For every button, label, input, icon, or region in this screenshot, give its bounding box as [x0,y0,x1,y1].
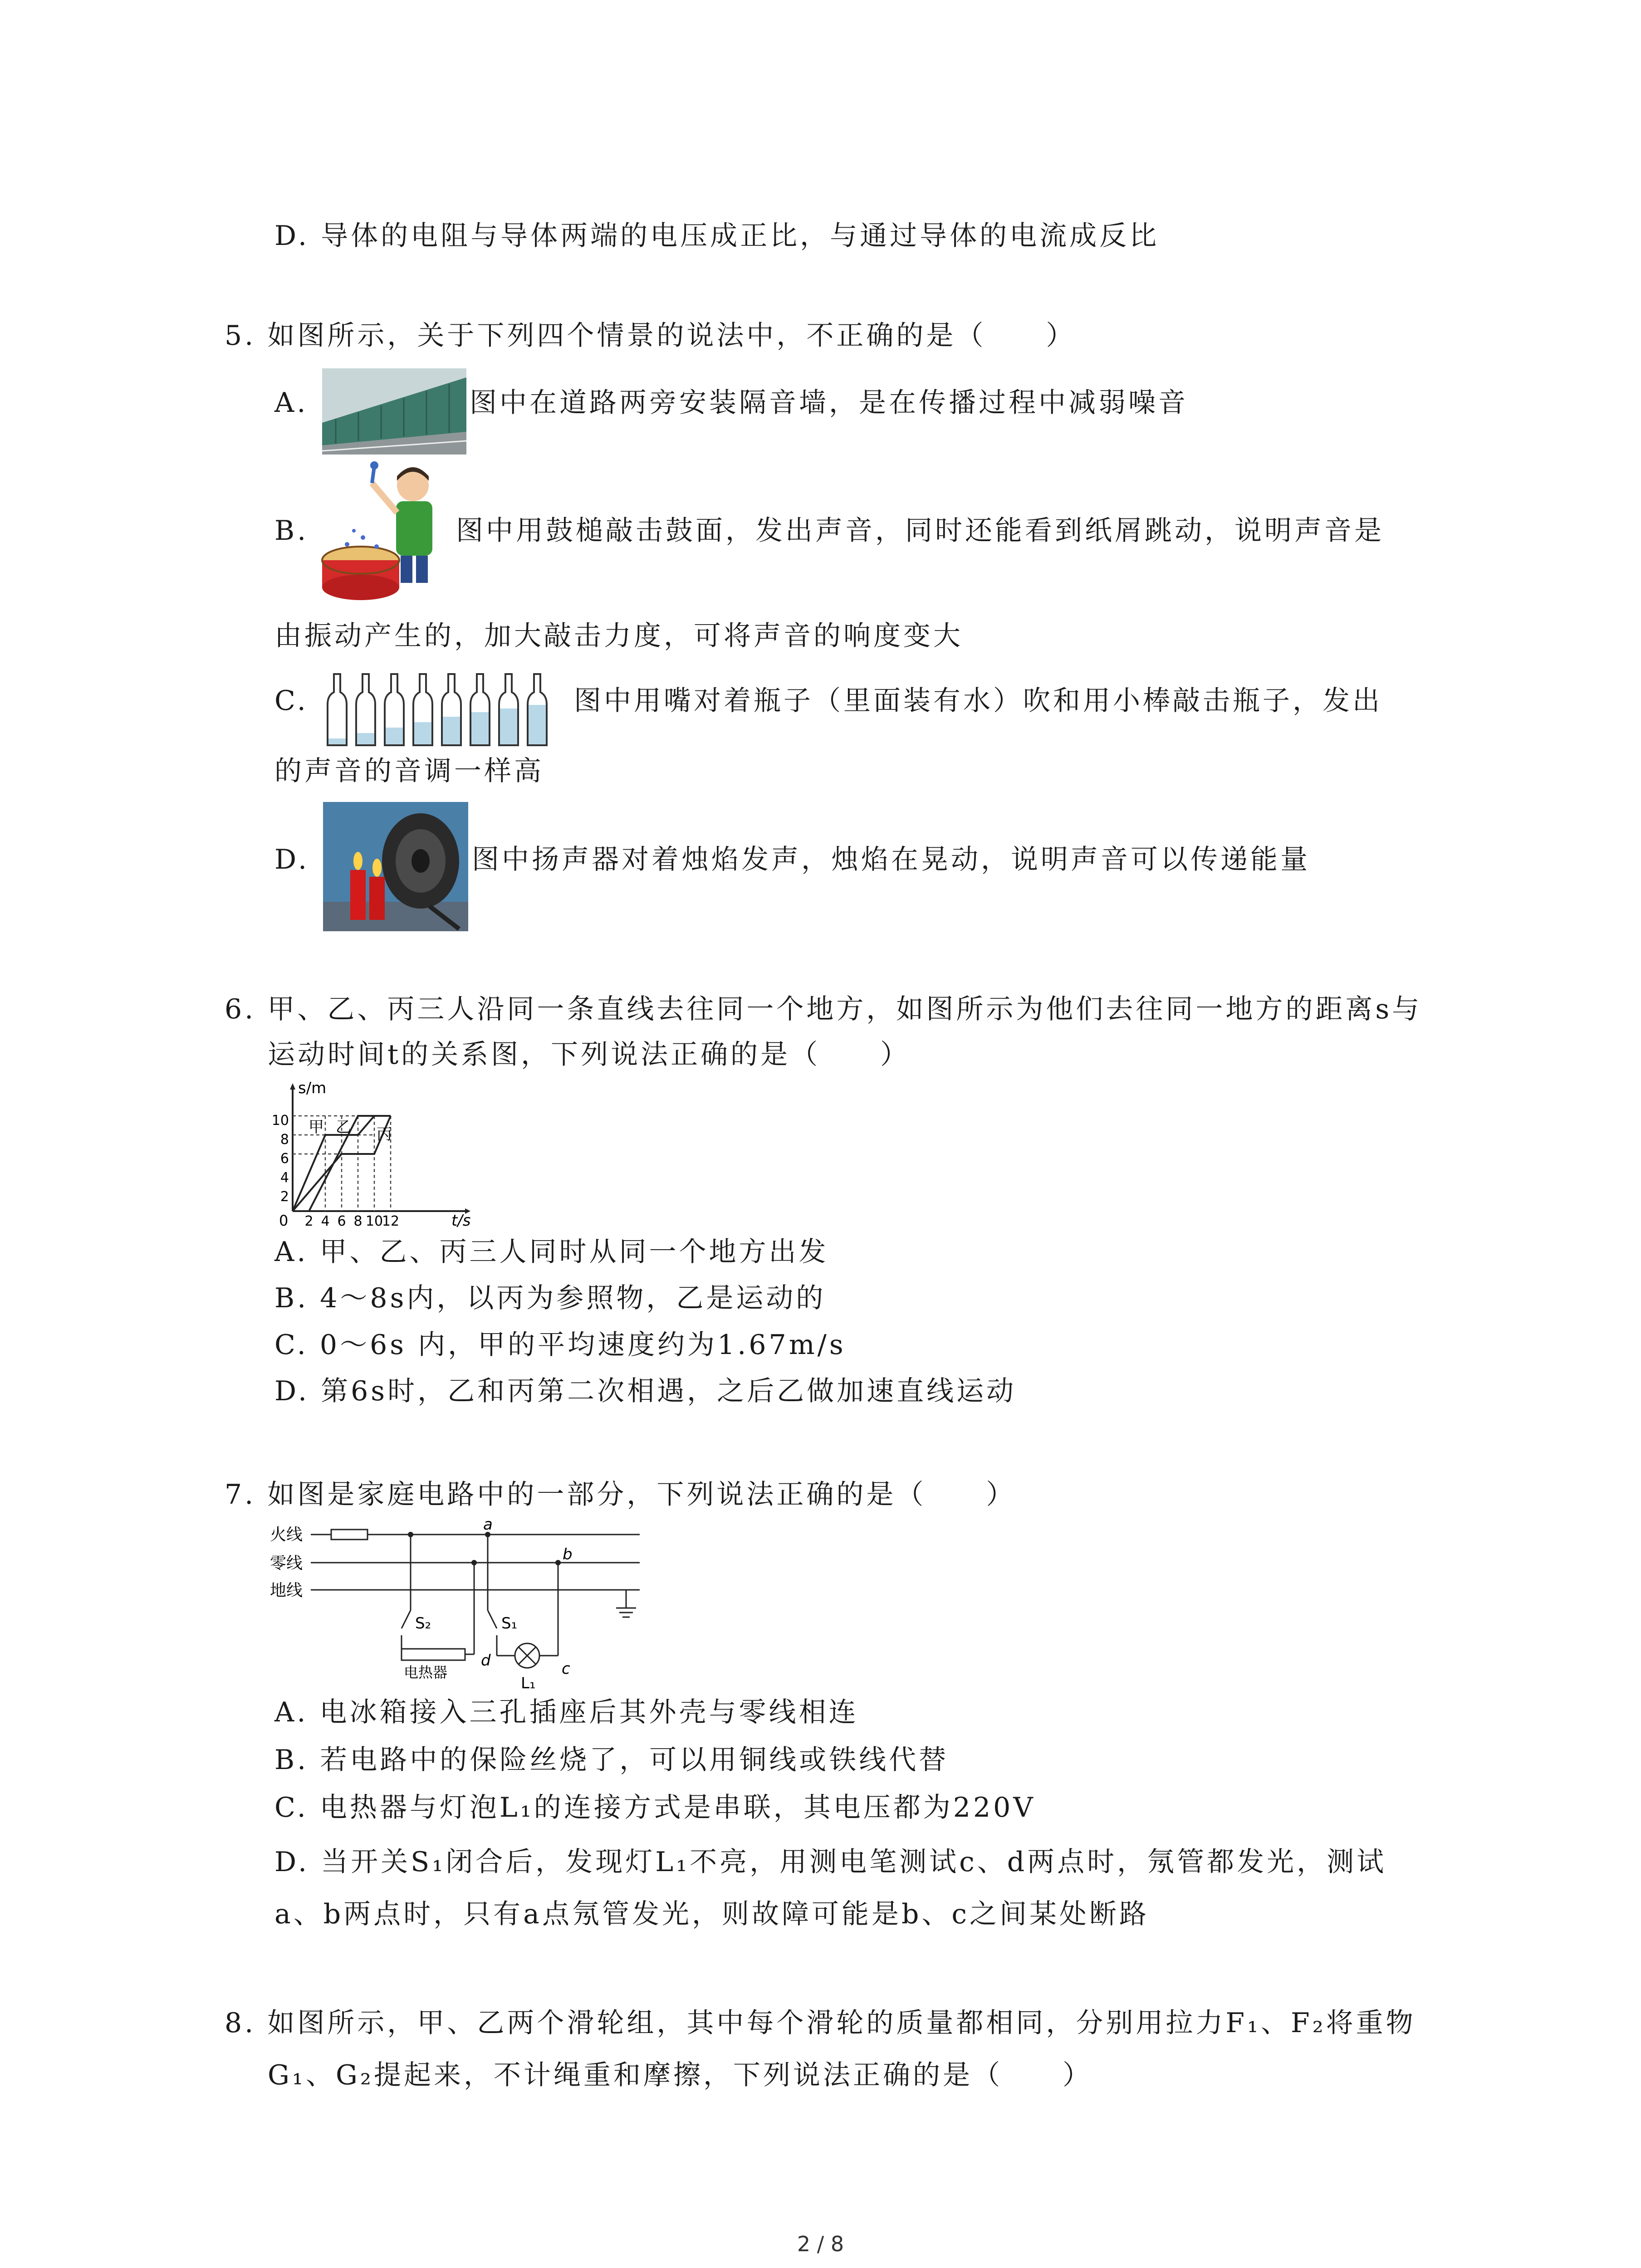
y-tick-8: 8 [280,1132,289,1148]
q7-option-d-line2: a、b两点时，只有a点氖管发光，则故障可能是b、c之间某处断路 [274,1898,1149,1930]
x-tick-12: 12 [382,1213,400,1229]
q5-c-text2: 的声音的音调一样高 [274,755,544,787]
q5-a-text: 图中在道路两旁安装隔音墙，是在传播过程中减弱噪音 [470,387,1188,419]
x-axis-label: t/s [451,1212,471,1229]
label-jia: 甲 [309,1118,324,1136]
s-t-graph [265,1080,479,1229]
speaker-candle-image [323,802,468,931]
y-tick-2: 2 [280,1189,289,1205]
x-tick-4: 4 [321,1213,330,1229]
x-tick-8: 8 [353,1213,362,1229]
y-axis-label: s/m [298,1080,327,1097]
water-bottles-image [323,670,559,748]
q6-option-b: B. 4～8s内，以丙为参照物，乙是运动的 [274,1282,826,1314]
home-circuit-diagram [268,1520,658,1696]
page-number: 2 / 8 [797,2232,844,2256]
heater-label: 电热器 [404,1664,448,1681]
lamp-label: L₁ [521,1674,536,1692]
q6-option-a: A. 甲、乙、丙三人同时从同一个地方出发 [274,1236,829,1268]
y-tick-10: 10 [271,1113,289,1129]
q7-option-b: B. 若电路中的保险丝烧了，可以用铜线或铁线代替 [274,1744,949,1776]
neutral-wire-label: 零线 [270,1554,303,1573]
q7-option-d-line1: D. 当开关S₁闭合后，发现灯L₁不亮，用测电笔测试c、d两点时，氖管都发光，测试 [274,1846,1387,1878]
q5-c-label: C. [274,685,309,717]
q5-d-label: D. [274,844,310,875]
q5-d-text: 图中扬声器对着烛焰发声，烛焰在晃动，说明声音可以传递能量 [472,844,1310,875]
live-wire-label: 火线 [270,1525,303,1544]
point-b-label: b [563,1545,573,1564]
origin-label: 0 [279,1212,289,1229]
noise-barrier-image [322,368,466,455]
label-yi: 乙 [336,1118,351,1136]
q5-b-label: B. [274,515,309,547]
x-tick-6: 6 [337,1213,346,1229]
q6-stem-line2: 运动时间t的关系图，下列说法正确的是（ ） [268,1039,911,1070]
point-d-label: d [481,1652,491,1670]
x-tick-10: 10 [365,1213,383,1229]
q4-option-d: D. 导体的电阻与导体两端的电压成正比，与通过导体的电流成反比 [274,220,1160,252]
q7-option-a: A. 电冰箱接入三孔插座后其外壳与零线相连 [274,1696,859,1728]
fuse [331,1530,367,1540]
q5-stem: 5. 如图所示，关于下列四个情景的说法中，不正确的是（ ） [225,320,1076,352]
q6-option-d: D. 第6s时，乙和丙第二次相遇，之后乙做加速直线运动 [274,1375,1017,1407]
point-c-label: c [562,1660,570,1678]
q8-stem-line2: G₁、G₂提起来，不计绳重和摩擦，下列说法正确的是（ ） [268,2059,1092,2091]
ground-wire-label: 地线 [270,1581,303,1600]
q7-option-c: C. 电热器与灯泡L₁的连接方式是串联，其电压都为220V [274,1792,1036,1823]
q6-stem-line1: 6. 甲、乙、丙三人沿同一条直线去往同一个地方，如图所示为他们去往同一地方的距离s与 [225,993,1422,1025]
y-tick-6: 6 [280,1151,289,1167]
label-bing: 丙 [377,1125,392,1144]
x-tick-2: 2 [304,1213,314,1229]
q8-stem-line1: 8. 如图所示，甲、乙两个滑轮组，其中每个滑轮的质量都相同，分别用拉力F₁、F₂将重物 [225,2007,1416,2039]
switch-s1-label: S₁ [501,1614,518,1633]
q5-b-text1: 图中用鼓槌敲击鼓面，发出声音，同时还能看到纸屑跳动，说明声音是 [456,515,1384,547]
switch-s2-label: S₂ [415,1614,431,1633]
q5-b-text2: 由振动产生的，加大敲击力度，可将声音的响度变大 [274,620,963,652]
q5-c-text1: 图中用嘴对着瓶子（里面装有水）吹和用小棒敲击瓶子，发出 [574,685,1382,717]
drum-boy-image [320,458,451,603]
y-tick-4: 4 [280,1170,289,1186]
point-a-label: a [483,1520,493,1534]
q7-stem: 7. 如图是家庭电路中的一部分，下列说法正确的是（ ） [225,1479,1016,1510]
q5-a-label: A. [274,387,309,419]
q6-option-c: C. 0～6s 内，甲的平均速度约为1.67m/s [274,1329,846,1361]
